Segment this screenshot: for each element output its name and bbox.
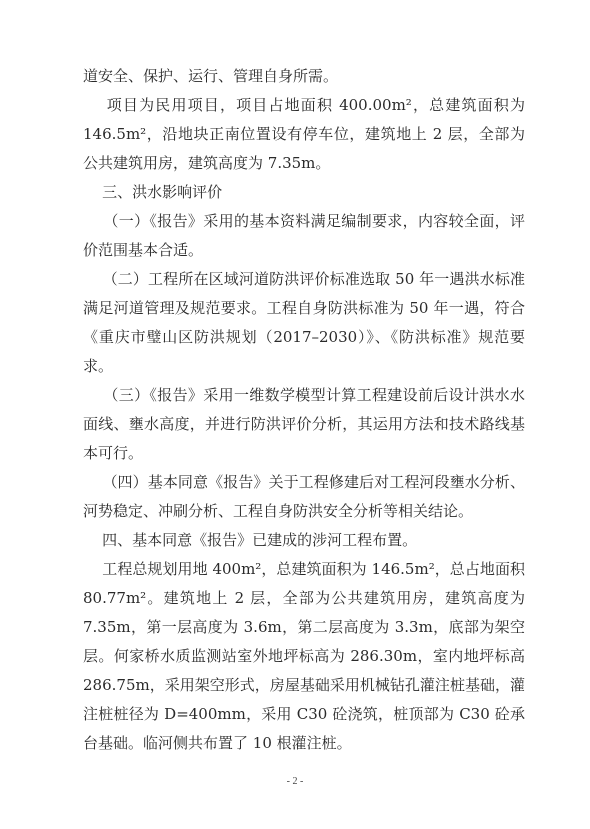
section-heading-layout: 四、基本同意《报告》已建成的涉河工程布置。 <box>83 531 418 549</box>
paragraph-continuation: 道安全、保护、运行、管理自身所需。 <box>83 67 339 85</box>
page-number: - 2 - <box>286 776 304 787</box>
paragraph-item-1: （一）《报告》采用的基本资料满足编制要求，内容较全面，评价范围基本合适。 <box>83 212 525 259</box>
paragraph-item-2: （二）工程所在区域河道防洪评价标准选取 50 年一遇洪水标准满足河道管理及规范要求。工程自身防洪标准为 50 年一遇，符合《重庆市璧山区防洪规划（2017–2030）》、《防洪标准》规范要求。 <box>83 270 525 375</box>
paragraph-item-4: （四）基本同意《报告》关于工程修建后对工程河段壅水分析、河势稳定、冲刷分析、工程自身防洪安全分析等相关结论。 <box>83 473 525 520</box>
paragraph-project-layout: 工程总规划用地 400m²，总建筑面积为 146.5m²，总占地面积 80.77m²。建筑地上 2 层，全部为公共建筑用房，建筑高度为 7.35m，第一层高度为 3.6m，第二层高度为 3.3m，底部为架空层。何家桥水质监测站室外地坪标高为 286.30m，室内地坪标高 286.75m，采用架空形式，房屋基础采用机械钻孔灌注桩基础，灌注桩桩径为 D=400mm，采用 C30 砼浇筑，桩顶部为 C30 砼承台基础。临河侧共布置了 10 根灌注桩。 <box>83 560 530 752</box>
section-heading-flood-impact: 三、洪水影响评价 <box>83 183 223 201</box>
paragraph-project-overview: 项目为民用项目，项目占地面积 400.00m²，总建筑面积为 146.5m²，沿地块正南位置设有停车位，建筑地上 2 层，全部为公共建筑用房，建筑高度为 7.35m。 <box>83 96 530 172</box>
paragraph-item-3: （三）《报告》采用一维数学模型计算工程建设前后设计洪水水面线、壅水高度，并进行防洪评价分析，其运用方法和技术路线基本可行。 <box>83 386 525 462</box>
body-text <box>83 62 530 758</box>
